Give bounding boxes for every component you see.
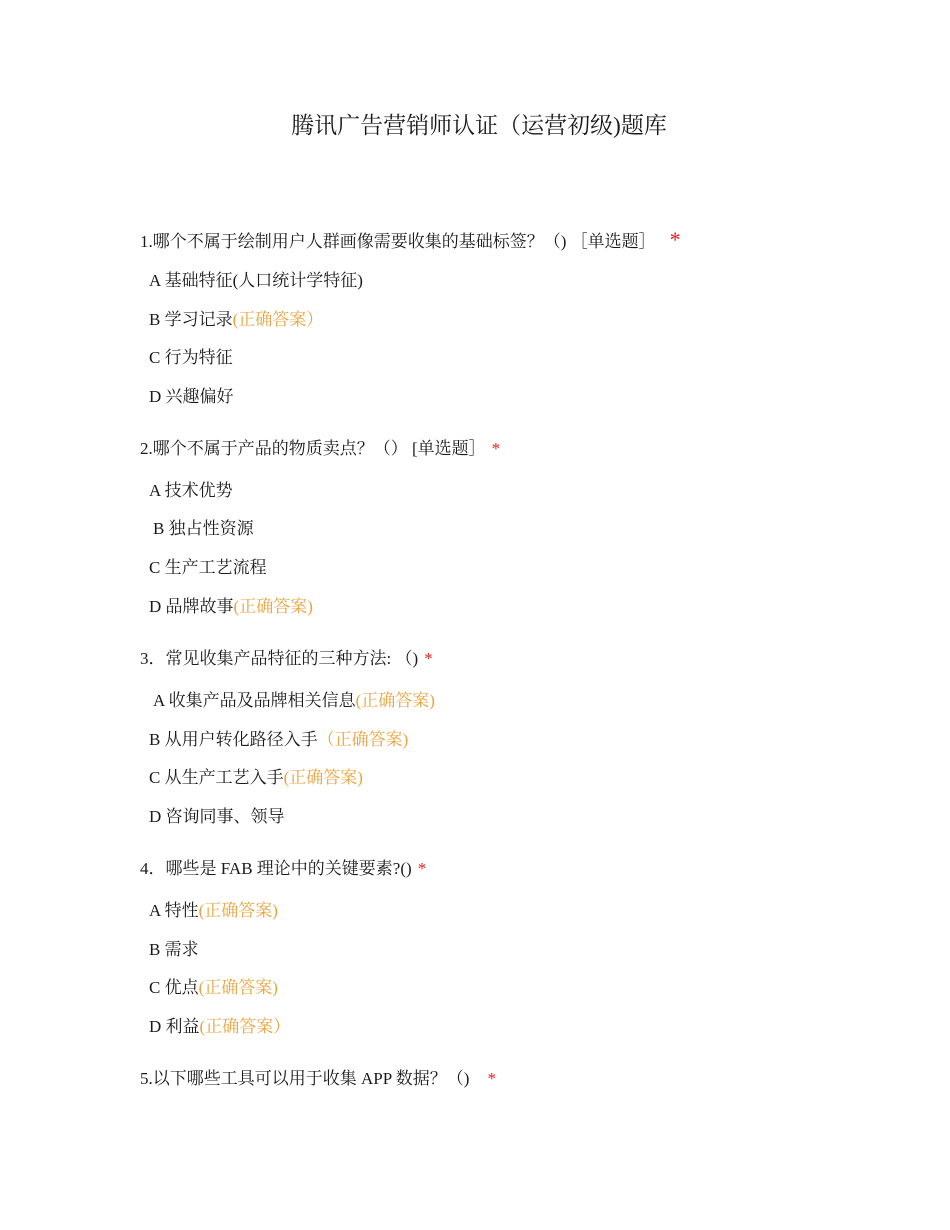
option-text: B 学习记录 (149, 310, 233, 329)
option-4a (149, 899, 278, 923)
correct-answer-mark: (正确答案） (199, 1017, 291, 1036)
question-3 (140, 647, 433, 671)
required-asterisk: * (417, 859, 427, 878)
option-text: B 独占性资源 (153, 519, 254, 538)
page-title: 腾讯广告营销师认证（运营初级)题库 (291, 113, 667, 138)
question-5 (140, 1067, 496, 1091)
option-text: C 生产工艺流程 (149, 558, 267, 577)
option-text: A 收集产品及品牌相关信息 (153, 691, 356, 710)
question-4 (140, 857, 426, 881)
option-3d (149, 805, 285, 829)
option-text: D 兴趣偏好 (149, 387, 234, 406)
question-text: 1.哪个不属于绘制用户人群画像需要收集的基础标签？（) ［单选题］ (140, 232, 656, 251)
question-1 (140, 228, 681, 254)
option-text: B 从用户转化路径入手 (149, 730, 318, 749)
question-text: 4．哪些是 FAB 理论中的关键要素?() (140, 859, 412, 878)
option-3c (149, 766, 363, 790)
question-text: 2.哪个不属于产品的物质卖点？（） [单选题］ (140, 439, 486, 458)
option-4d (149, 1015, 290, 1039)
option-text: D 咨询同事、领导 (149, 807, 285, 826)
option-text: C 从生产工艺入手 (149, 768, 284, 787)
option-1a (149, 269, 363, 293)
required-asterisk: * (424, 649, 433, 668)
option-text: C 优点 (149, 978, 199, 997)
correct-answer-mark: （正确答案) (317, 730, 409, 749)
option-3a (153, 689, 435, 713)
option-text: A 基础特征(人口统计学特征) (149, 271, 363, 290)
correct-answer-mark: (正确答案) (355, 691, 435, 710)
option-2c (149, 556, 267, 580)
option-text: B 需求 (149, 940, 199, 959)
option-2b (153, 517, 254, 541)
option-2a (149, 479, 233, 503)
question-text: 3．常见收集产品特征的三种方法: （) (140, 649, 419, 668)
correct-answer-mark: (正确答案) (283, 768, 363, 787)
option-1d (149, 385, 234, 409)
correct-answer-mark: (正确答案) (233, 597, 313, 616)
option-text: A 技术优势 (149, 481, 233, 500)
option-text: A 特性 (149, 901, 199, 920)
option-3b (149, 728, 408, 752)
option-2d (149, 595, 313, 619)
required-asterisk: * (487, 1069, 496, 1088)
option-4b (149, 938, 199, 962)
option-text: D 利益 (149, 1017, 200, 1036)
option-text: D 品牌故事 (149, 597, 234, 616)
option-4c (149, 976, 278, 1000)
option-1b (149, 308, 323, 332)
correct-answer-mark: (正确答案） (232, 310, 324, 329)
option-1c (149, 346, 233, 370)
option-text: C 行为特征 (149, 348, 233, 367)
required-asterisk: * (669, 227, 681, 252)
question-text: 5.以下哪些工具可以用于收集 APP 数据？（) (140, 1069, 470, 1088)
correct-answer-mark: (正确答案) (198, 901, 278, 920)
question-2 (140, 437, 500, 461)
correct-answer-mark: (正确答案) (198, 978, 278, 997)
required-asterisk: * (491, 439, 501, 458)
